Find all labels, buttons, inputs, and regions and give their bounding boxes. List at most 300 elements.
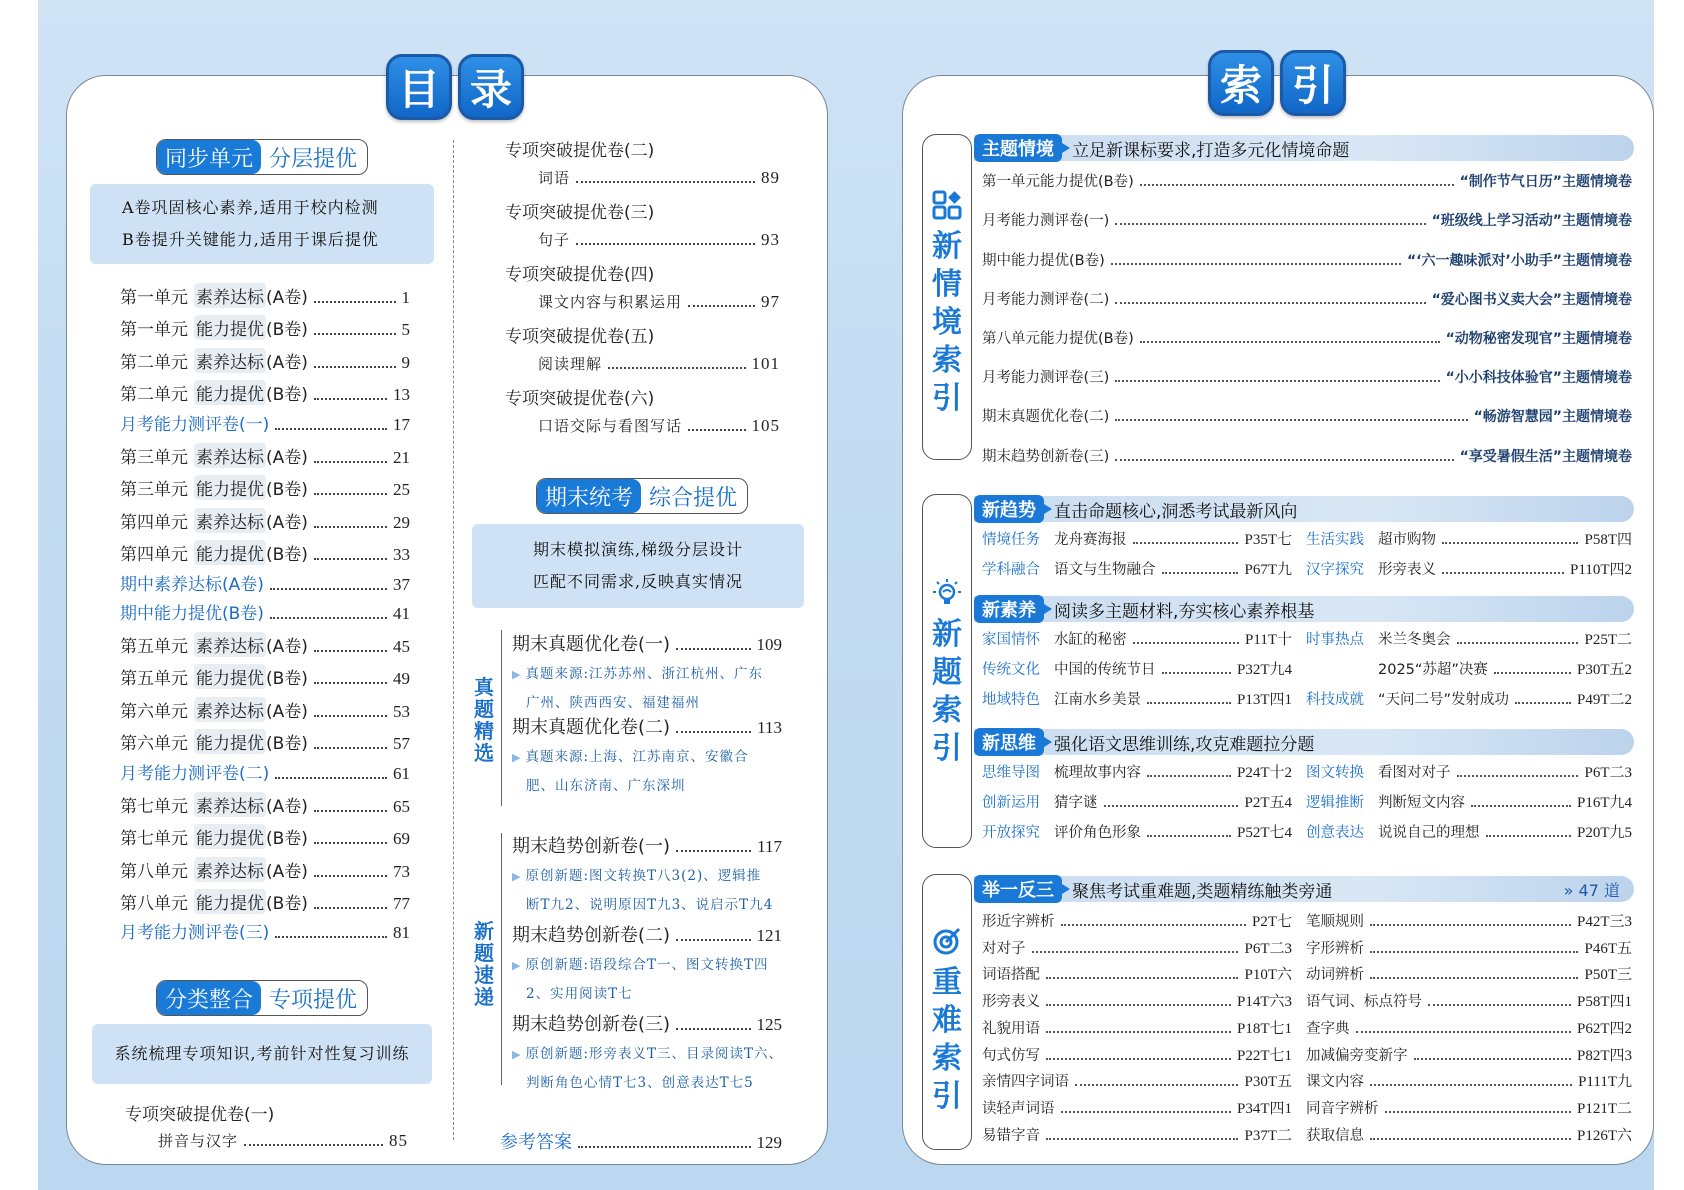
dot-leader [314, 333, 396, 335]
dot-leader [1115, 380, 1439, 382]
column-divider [453, 140, 454, 1140]
dot-leader [1370, 977, 1578, 979]
dot-leader [1140, 184, 1454, 186]
new-question-entry[interactable] [1306, 528, 1632, 549]
dot-leader [1147, 775, 1231, 777]
new-question-entry[interactable] [982, 558, 1292, 579]
note-text: 原创新题:语段综合T一、图文转换T四 [525, 957, 769, 973]
toc-entry[interactable] [120, 889, 410, 914]
dot-leader [688, 305, 755, 307]
unit-label: 第六单元 [120, 702, 188, 722]
paper-name: 月考能力测评卷(三) [982, 370, 1110, 386]
difficulty-entry[interactable] [1306, 990, 1632, 1011]
page-question-ref: P37T二 [1244, 1128, 1292, 1144]
topic-name: 语气词、标点符号 [1306, 994, 1422, 1010]
difficulty-entry[interactable] [1306, 910, 1632, 931]
paper-type: 素养达标 [194, 792, 266, 817]
page-number: 17 [393, 415, 410, 434]
topic-name: 梳理故事内容 [1054, 765, 1141, 781]
new-question-entry[interactable] [982, 821, 1292, 842]
page-number: 77 [393, 894, 410, 913]
dot-leader [1046, 977, 1238, 979]
scenario-entry[interactable] [982, 288, 1632, 309]
topic-name: 评价角色形象 [1054, 825, 1141, 841]
dot-leader [676, 939, 750, 941]
page-number: 85 [389, 1131, 408, 1150]
new-question-entry[interactable] [1306, 558, 1632, 579]
toc-entry[interactable] [120, 759, 410, 784]
topic-name: 同音字辨析 [1306, 1101, 1379, 1117]
difficulty-entry[interactable] [1306, 1070, 1632, 1091]
scenario-entry[interactable] [982, 405, 1632, 426]
paper-name: 期末趋势创新卷(三) [982, 449, 1110, 465]
topic-name: 易错字音 [982, 1128, 1040, 1144]
page-number: 89 [761, 168, 780, 187]
scenario-index-label: 新 情 境 索 引 [927, 190, 967, 418]
final-paper-entry[interactable] [512, 1010, 782, 1036]
category-label: 学科融合 [982, 562, 1040, 578]
new-question-entry[interactable] [982, 658, 1292, 679]
page-question-ref: P11T十 [1245, 632, 1292, 648]
dot-leader [1046, 1031, 1231, 1033]
topic-name: 获取信息 [1306, 1128, 1364, 1144]
theme-title: “动物秘密发现官”主题情境卷 [1445, 331, 1632, 347]
toc-entry[interactable] [120, 443, 410, 468]
theme-title: “畅游智慧园”主题情境卷 [1473, 409, 1632, 425]
paper-name: 期中能力提优(B卷) [982, 253, 1105, 269]
index-title [1208, 50, 1346, 116]
dot-leader [608, 367, 745, 369]
theme-title: “小小科技体验官”主题情境卷 [1445, 370, 1632, 386]
page-number: 21 [393, 448, 410, 467]
sync-description [90, 184, 434, 264]
dot-leader [1115, 419, 1467, 421]
theme-title: “制作节气日历”主题情境卷 [1459, 174, 1632, 190]
page-question-ref: P126T六 [1576, 1128, 1632, 1144]
dot-leader [314, 682, 387, 684]
desc-line: 期末模拟演练,梯级分层设计 [532, 540, 744, 559]
difficulty-entry[interactable] [1306, 1044, 1632, 1065]
difficulty-entry[interactable] [982, 990, 1292, 1011]
page-number: 33 [393, 545, 410, 564]
scenario-entry[interactable] [982, 445, 1632, 466]
paper-type: 能力提优 [194, 315, 266, 340]
topic-name: 礼貌用语 [982, 1021, 1040, 1037]
paper-type: 素养达标 [194, 508, 266, 533]
paper-type: 能力提优 [194, 540, 266, 565]
theme-title: “‘六一趣味派对’小助手”主题情境卷 [1406, 253, 1632, 269]
section-tagline: 阅读多主题材料,夯实核心素养根基 [1054, 601, 1315, 622]
special-paper-topic[interactable] [538, 167, 780, 188]
page-number: 49 [393, 669, 410, 688]
scenario-entry[interactable] [982, 209, 1632, 230]
section-tagline: 直击命题核心,洞悉考试最新风向 [1054, 501, 1298, 522]
dot-leader [314, 810, 387, 812]
paper-name: 月考能力测评卷(二) [982, 292, 1110, 308]
new-question-entry[interactable] [1306, 628, 1632, 649]
difficulty-entry[interactable] [982, 1044, 1292, 1065]
dot-leader [676, 648, 750, 650]
page-question-ref: P2T七 [1251, 914, 1292, 930]
scenario-entry[interactable] [982, 366, 1632, 387]
topic-name: 对对子 [982, 941, 1026, 957]
dot-leader [275, 428, 387, 430]
paper-source-note [512, 862, 787, 919]
section-tag: 新思维 [974, 728, 1044, 756]
desc-line: 系统梳理专项知识,考前针对性复习训练 [114, 1044, 410, 1063]
category-label: 家国情怀 [982, 632, 1040, 648]
contents-title [386, 54, 524, 120]
sync-section-header [156, 139, 368, 175]
topic-name: 动词辨析 [1306, 967, 1364, 983]
arrow-bullet-icon: ▶ [512, 751, 522, 764]
page-question-ref: P16T九4 [1576, 795, 1632, 811]
page-question-ref: P110T四2 [1570, 562, 1632, 578]
entry-title: 月考能力测评卷(一) [120, 415, 270, 435]
special-paper-title[interactable]: 专项突破提优卷(五) [505, 327, 655, 347]
dot-leader [314, 398, 387, 400]
paper-variant: (A卷) [266, 702, 308, 722]
dot-leader [1147, 835, 1231, 837]
special-paper-topic[interactable] [538, 229, 780, 250]
category-label: 科技成就 [1306, 692, 1364, 708]
special-paper-topic[interactable] [538, 353, 780, 374]
toc-entry[interactable] [120, 599, 410, 624]
arrow-bullet-icon: ▶ [512, 1048, 522, 1061]
topic-name: 读轻声词语 [982, 1101, 1055, 1117]
dot-leader [1075, 1084, 1238, 1086]
toc-entry[interactable] [120, 729, 410, 754]
arrow-bullet-icon: ▶ [512, 959, 522, 972]
page-question-ref: P30T五2 [1576, 662, 1632, 678]
section-tag: 举一反三 [974, 875, 1062, 903]
pill-left-label: 分类整合 [157, 981, 261, 1015]
pill-right-label: 专项提优 [269, 987, 358, 1013]
dot-leader [270, 617, 387, 619]
page-number: 29 [393, 513, 410, 532]
page-number: 37 [393, 575, 410, 594]
topic-name: 中国的传统节日 [1054, 662, 1156, 678]
dot-leader [1104, 805, 1239, 807]
page-number: 57 [393, 734, 410, 753]
dot-leader [1370, 924, 1571, 926]
unit-label: 第八单元 [120, 862, 188, 882]
final-paper-entry[interactable] [512, 630, 782, 656]
page-number: 41 [393, 604, 410, 623]
toc-entry[interactable] [120, 918, 410, 943]
difficulty-index-label: 重 难 索 引 [927, 926, 967, 1116]
unit-label: 第七单元 [120, 829, 188, 849]
paper-variant: (B卷) [266, 320, 308, 340]
paper-type: 能力提优 [194, 729, 266, 754]
answers-label: 参考答案 [500, 1132, 572, 1153]
paper-variant: (B卷) [266, 829, 308, 849]
scenario-entry[interactable] [982, 170, 1632, 191]
category-label: 开放探究 [982, 825, 1040, 841]
paper-variant: (B卷) [266, 545, 308, 565]
paper-name: 第一单元能力提优(B卷) [982, 174, 1134, 190]
grid-apps-icon [932, 190, 962, 220]
section-tag: 主题情境 [974, 134, 1062, 162]
dot-leader [314, 747, 387, 749]
dot-leader [676, 1028, 750, 1030]
dot-leader [314, 558, 387, 560]
dot-leader [314, 366, 396, 368]
scenario-index-header [974, 135, 1634, 161]
unit-label: 第四单元 [120, 545, 188, 565]
special-description [92, 1024, 432, 1084]
difficulty-entry[interactable] [982, 1124, 1292, 1145]
difficulty-entry[interactable] [982, 1097, 1292, 1118]
section-tagline: 聚焦考试重难题,类题精练触类旁通 [1072, 881, 1333, 902]
difficulty-entry[interactable] [1306, 1017, 1632, 1038]
dot-leader [1457, 775, 1579, 777]
new-question-entry[interactable] [1306, 791, 1632, 812]
scenario-entry[interactable] [982, 249, 1632, 270]
difficulty-entry[interactable] [982, 1017, 1292, 1038]
paper-variant: (A卷) [266, 637, 308, 657]
dot-leader [676, 731, 751, 733]
paper-variant: (A卷) [266, 448, 308, 468]
new-question-entry[interactable] [982, 761, 1292, 782]
topic-name: 语文与生物融合 [1054, 562, 1156, 578]
page-number: 93 [761, 230, 780, 249]
toc-entry[interactable] [120, 857, 410, 882]
dot-leader [578, 1146, 751, 1148]
topic-name: 形旁表义 [1378, 562, 1436, 578]
dot-leader [1494, 672, 1571, 674]
page-question-ref: P18T七1 [1236, 1021, 1292, 1037]
page-question-ref: P20T九5 [1576, 825, 1632, 841]
topic-name: 加减偏旁变新字 [1306, 1048, 1408, 1064]
difficulty-entry[interactable] [982, 937, 1292, 958]
section-tag: 新素养 [974, 595, 1044, 623]
title-char: 目 [386, 54, 452, 120]
new-question-entry[interactable] [982, 688, 1292, 709]
paper-type: 能力提优 [194, 475, 266, 500]
paper-variant: (B卷) [266, 385, 308, 405]
dot-leader [1147, 702, 1231, 704]
page-number: 61 [393, 764, 410, 783]
difficulty-entry[interactable] [1306, 1124, 1632, 1145]
dot-leader [1442, 572, 1564, 574]
page-question-ref: P25T二 [1584, 632, 1632, 648]
note-text: 真题来源:上海、江苏南京、安徽合 [525, 749, 749, 765]
answers-entry[interactable] [500, 1128, 782, 1154]
page-number: 73 [393, 862, 410, 881]
new-question-entry[interactable] [1306, 761, 1632, 782]
dot-leader [1442, 542, 1578, 544]
new-question-entry[interactable] [982, 528, 1292, 549]
unit-label: 第六单元 [120, 734, 188, 754]
special-paper-title[interactable]: 专项突破提优卷(一) [125, 1105, 275, 1125]
special-paper-topic[interactable] [538, 291, 780, 312]
difficulty-entry[interactable] [1306, 963, 1632, 984]
paper-type: 能力提优 [194, 664, 266, 689]
unit-label: 第一单元 [120, 288, 188, 308]
toc-entry[interactable] [120, 824, 410, 849]
category-label: 创新运用 [982, 795, 1040, 811]
entry-title: 期中能力提优(B卷) [120, 604, 264, 624]
dot-leader [275, 936, 387, 938]
scenario-entry[interactable] [982, 327, 1632, 348]
dot-leader [314, 301, 396, 303]
entry-title: 期中素养达标(A卷) [120, 575, 264, 595]
paper-type: 能力提优 [194, 380, 266, 405]
difficulty-entry[interactable] [982, 1070, 1292, 1091]
topic-name: 江南水乡美景 [1054, 692, 1141, 708]
paper-name: 期末真题优化卷(二) [982, 409, 1110, 425]
page-number: 9 [401, 353, 410, 372]
dot-leader [1162, 572, 1239, 574]
unit-label: 第二单元 [120, 353, 188, 373]
page-question-ref: P62T四2 [1576, 1021, 1632, 1037]
dot-leader [314, 461, 387, 463]
lightbulb-icon [932, 578, 962, 608]
page-question-ref: P2T五4 [1244, 795, 1292, 811]
toc-entry[interactable] [120, 664, 410, 689]
paper-type: 素养达标 [194, 348, 266, 373]
final-paper-entry[interactable] [512, 921, 782, 947]
category-label: 思维导图 [982, 765, 1040, 781]
dot-leader [1515, 702, 1571, 704]
toc-entry[interactable] [120, 380, 410, 405]
new-question-entry[interactable] [1306, 821, 1632, 842]
topic-label: 课文内容与积累运用 [538, 293, 683, 311]
paper-variant: (A卷) [266, 288, 308, 308]
page-question-ref: P46T五 [1584, 941, 1632, 957]
paper-source-note [512, 660, 787, 717]
note-text: 判断角色心情T七3、创意表达T七5 [526, 1075, 754, 1091]
topic-name: 句式仿写 [982, 1048, 1040, 1064]
page-question-ref: P52T七4 [1236, 825, 1292, 841]
dot-leader [1414, 1058, 1571, 1060]
entry-title: 期末趋势创新卷(三) [512, 1014, 671, 1035]
page-number: 121 [756, 926, 782, 945]
new-question-entry[interactable] [1306, 658, 1632, 679]
page-question-ref: P22T七1 [1236, 1048, 1292, 1064]
page-number: 5 [401, 320, 410, 339]
toc-entry[interactable] [120, 632, 410, 657]
page-question-ref: P121T二 [1576, 1101, 1632, 1117]
page-number: 105 [751, 416, 780, 435]
difficulty-entry[interactable] [982, 910, 1292, 931]
special-paper-topic[interactable] [538, 415, 780, 436]
toc-entry[interactable] [120, 508, 410, 533]
category-label: 地域特色 [982, 692, 1040, 708]
special-paper-topic[interactable] [158, 1130, 408, 1151]
topic-name: 形旁表义 [982, 994, 1040, 1010]
difficulty-entry[interactable] [1306, 1097, 1632, 1118]
page-number: 1 [401, 288, 410, 307]
dot-leader [314, 842, 387, 844]
final-paper-entry[interactable] [512, 713, 782, 739]
special-paper-title[interactable]: 专项突破提优卷(三) [505, 203, 655, 223]
dot-leader [1140, 341, 1440, 343]
page-question-ref: P6T二3 [1584, 765, 1632, 781]
toc-entry[interactable] [120, 792, 410, 817]
title-char: 索 [1208, 50, 1274, 116]
topic-name: “天问二号”发射成功 [1378, 692, 1510, 708]
dot-leader [1486, 835, 1571, 837]
toc-entry[interactable] [120, 540, 410, 565]
paper-variant: (B卷) [266, 669, 308, 689]
special-paper-title[interactable]: 专项突破提优卷(二) [505, 141, 655, 161]
dot-leader [1133, 642, 1240, 644]
section-tag: 新趋势 [974, 495, 1044, 523]
toc-entry[interactable] [120, 348, 410, 373]
paper-variant: (A卷) [266, 797, 308, 817]
entry-title: 期末趋势创新卷(二) [512, 925, 671, 946]
entry-title: 期末趋势创新卷(一) [512, 836, 671, 857]
unit-label: 第二单元 [120, 385, 188, 405]
dot-leader [1471, 805, 1571, 807]
page-number: 13 [393, 385, 410, 404]
page-question-ref: P82T四3 [1576, 1048, 1632, 1064]
paper-variant: (A卷) [266, 513, 308, 533]
page-number: 129 [756, 1133, 782, 1152]
topic-name: 词语搭配 [982, 967, 1040, 983]
page-number: 69 [393, 829, 410, 848]
topic-name: 字形辨析 [1306, 941, 1364, 957]
paper-type: 素养达标 [194, 283, 266, 308]
topic-name: 米兰冬奥会 [1378, 632, 1451, 648]
final-paper-entry[interactable] [512, 832, 782, 858]
new-question-entry[interactable] [982, 628, 1292, 649]
page-question-ref: P30T五 [1244, 1074, 1292, 1090]
new-question-entry[interactable] [1306, 688, 1632, 709]
dot-leader [1162, 672, 1231, 674]
special-paper-title[interactable]: 专项突破提优卷(四) [505, 265, 655, 285]
dot-leader [1385, 1111, 1571, 1113]
toc-entry[interactable] [120, 410, 410, 435]
difficulty-entry[interactable] [982, 963, 1292, 984]
topic-name: 水缸的秘密 [1054, 632, 1127, 648]
difficulty-index-header [974, 876, 1634, 902]
entry-title: 期末真题优化卷(二) [512, 717, 671, 738]
unit-label: 第三单元 [120, 448, 188, 468]
page-question-ref: P58T四 [1584, 532, 1632, 548]
group-label-new-questions: 新题速递 [474, 919, 494, 1009]
toc-entry[interactable] [120, 697, 410, 722]
page-number: 45 [393, 637, 410, 656]
theme-title: “班级线上学习活动”主题情境卷 [1431, 213, 1632, 229]
topic-name: 猜字谜 [1054, 795, 1098, 811]
new-question-entry[interactable] [982, 791, 1292, 812]
toc-entry[interactable] [120, 315, 410, 340]
entry-title: 月考能力测评卷(三) [120, 923, 270, 943]
difficulty-entry[interactable] [1306, 937, 1632, 958]
paper-source-note [512, 1040, 787, 1097]
toc-entry[interactable] [120, 475, 410, 500]
note-text: 原创新题:图文转换T八3(2)、逻辑推 [525, 868, 762, 884]
toc-entry[interactable] [120, 283, 410, 308]
dot-leader [1032, 951, 1239, 953]
toc-entry[interactable] [120, 570, 410, 595]
pill-right-label: 分层提优 [269, 146, 358, 172]
special-section-header [156, 980, 368, 1016]
paper-source-note [512, 951, 787, 1008]
title-char: 录 [458, 54, 524, 120]
note-text: 真题来源:江苏苏州、浙江杭州、广东 [525, 666, 764, 682]
unit-label: 第五单元 [120, 637, 188, 657]
dot-leader [1370, 1084, 1572, 1086]
entry-title: 月考能力测评卷(二) [120, 764, 270, 784]
special-paper-title[interactable]: 专项突破提优卷(六) [505, 389, 655, 409]
note-text: 断T九2、说明原因T九3、说启示T九4 [526, 897, 774, 913]
page-number: 53 [393, 702, 410, 721]
unit-label: 第八单元 [120, 894, 188, 914]
